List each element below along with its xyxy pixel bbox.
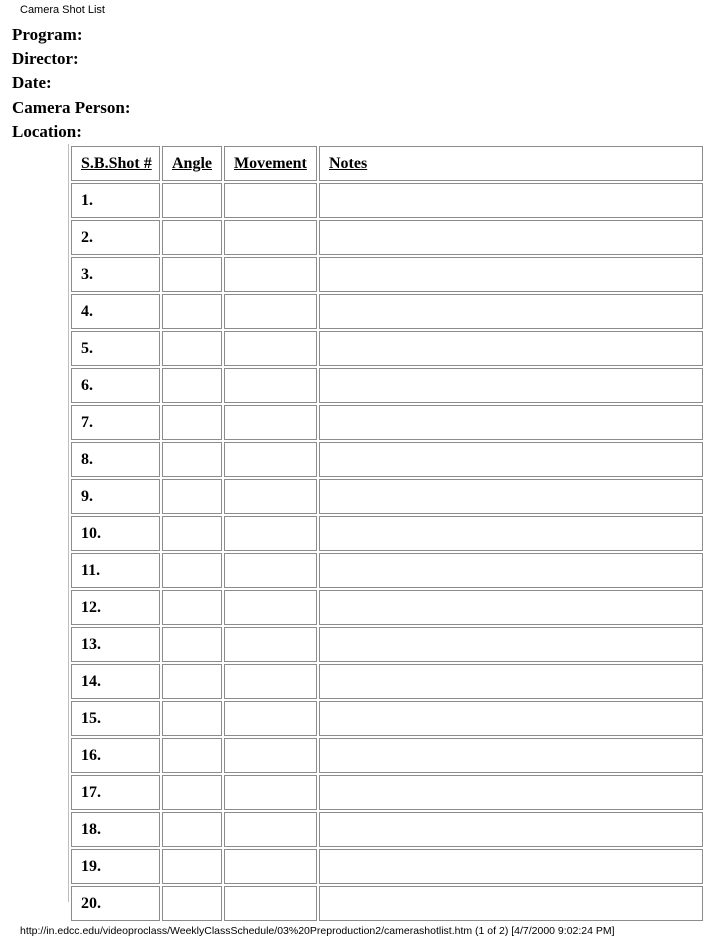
movement-cell[interactable] <box>224 405 317 440</box>
movement-cell[interactable] <box>224 516 317 551</box>
notes-cell[interactable] <box>319 812 703 847</box>
notes-cell[interactable] <box>319 183 703 218</box>
table-header-row <box>71 146 703 181</box>
angle-cell[interactable] <box>162 849 222 884</box>
angle-cell[interactable] <box>162 405 222 440</box>
table-row <box>71 664 703 699</box>
shot-number-cell: 9. <box>71 479 160 514</box>
movement-cell[interactable] <box>224 886 317 921</box>
shot-number-cell: 19. <box>71 849 160 884</box>
director-label: Director: <box>12 49 79 69</box>
table-row <box>71 220 703 255</box>
notes-cell[interactable] <box>319 738 703 773</box>
shot-rows <box>71 183 703 921</box>
table-row <box>71 627 703 662</box>
angle-cell[interactable] <box>162 775 222 810</box>
movement-cell[interactable] <box>224 294 317 329</box>
notes-cell[interactable] <box>319 479 703 514</box>
movement-cell[interactable] <box>224 220 317 255</box>
angle-cell[interactable] <box>162 664 222 699</box>
table-row <box>71 331 703 366</box>
angle-cell[interactable] <box>162 553 222 588</box>
notes-cell[interactable] <box>319 405 703 440</box>
angle-cell[interactable] <box>162 701 222 736</box>
table-row <box>71 479 703 514</box>
header-movement: Movement <box>224 146 317 181</box>
header-fields <box>12 23 131 144</box>
shot-number-cell: 20. <box>71 886 160 921</box>
table-row <box>71 701 703 736</box>
angle-cell[interactable] <box>162 812 222 847</box>
angle-cell[interactable] <box>162 886 222 921</box>
shot-table-frame <box>68 144 703 912</box>
shot-number-cell: 15. <box>71 701 160 736</box>
movement-cell[interactable] <box>224 849 317 884</box>
shot-number-cell: 6. <box>71 368 160 403</box>
notes-cell[interactable] <box>319 516 703 551</box>
angle-cell[interactable] <box>162 738 222 773</box>
shot-number-cell: 12. <box>71 590 160 625</box>
angle-cell[interactable] <box>162 442 222 477</box>
movement-cell[interactable] <box>224 738 317 773</box>
angle-cell[interactable] <box>162 220 222 255</box>
table-row <box>71 257 703 292</box>
table-row <box>71 516 703 551</box>
angle-cell[interactable] <box>162 590 222 625</box>
shot-number-cell: 4. <box>71 294 160 329</box>
date-label: Date: <box>12 73 52 93</box>
header-notes: Notes <box>319 146 703 181</box>
table-row <box>71 405 703 440</box>
movement-cell[interactable] <box>224 590 317 625</box>
movement-cell[interactable] <box>224 183 317 218</box>
shot-number-cell: 14. <box>71 664 160 699</box>
shot-number-cell: 7. <box>71 405 160 440</box>
shot-number-cell: 10. <box>71 516 160 551</box>
table-row <box>71 294 703 329</box>
table-row <box>71 775 703 810</box>
location-label: Location: <box>12 121 82 141</box>
movement-cell[interactable] <box>224 257 317 292</box>
movement-cell[interactable] <box>224 331 317 366</box>
shot-number-cell: 18. <box>71 812 160 847</box>
movement-cell[interactable] <box>224 442 317 477</box>
movement-cell[interactable] <box>224 775 317 810</box>
notes-cell[interactable] <box>319 775 703 810</box>
notes-cell[interactable] <box>319 442 703 477</box>
movement-cell[interactable] <box>224 701 317 736</box>
table-row <box>71 442 703 477</box>
angle-cell[interactable] <box>162 331 222 366</box>
angle-cell[interactable] <box>162 516 222 551</box>
program-label: Program: <box>12 25 83 44</box>
page-header: Camera Shot List <box>20 4 105 16</box>
notes-cell[interactable] <box>319 590 703 625</box>
header-angle: Angle <box>162 146 222 181</box>
movement-cell[interactable] <box>224 627 317 662</box>
movement-cell[interactable] <box>224 812 317 847</box>
table-row <box>71 738 703 773</box>
notes-cell[interactable] <box>319 331 703 366</box>
shot-table <box>69 144 705 923</box>
table-row <box>71 886 703 921</box>
camera-person-label: Camera Person: <box>12 97 131 117</box>
notes-cell[interactable] <box>319 294 703 329</box>
table-row <box>71 368 703 403</box>
movement-cell[interactable] <box>224 664 317 699</box>
movement-cell[interactable] <box>224 368 317 403</box>
angle-cell[interactable] <box>162 627 222 662</box>
notes-cell[interactable] <box>319 257 703 292</box>
notes-cell[interactable] <box>319 553 703 588</box>
header-shot-number: S.B.Shot # <box>71 146 160 181</box>
angle-cell[interactable] <box>162 294 222 329</box>
shot-number-cell: 5. <box>71 331 160 366</box>
shot-number-cell: 16. <box>71 738 160 773</box>
shot-number-cell: 2. <box>71 220 160 255</box>
shot-number-cell: 17. <box>71 775 160 810</box>
page-footer: http://in.edcc.edu/videoproclass/WeeklyClassSchedule/03%20Preproduction2/camerashotlist.htm (1 of 2) [4/7/2000 9:02:24 PM] <box>20 925 615 937</box>
table-row <box>71 183 703 218</box>
notes-cell[interactable] <box>319 886 703 921</box>
shot-number-cell: 1. <box>71 183 160 218</box>
angle-cell[interactable] <box>162 183 222 218</box>
notes-cell[interactable] <box>319 849 703 884</box>
notes-cell[interactable] <box>319 627 703 662</box>
table-row <box>71 849 703 884</box>
table-row <box>71 812 703 847</box>
shot-number-cell: 3. <box>71 257 160 292</box>
angle-cell[interactable] <box>162 257 222 292</box>
shot-number-cell: 13. <box>71 627 160 662</box>
movement-cell[interactable] <box>224 479 317 514</box>
notes-cell[interactable] <box>319 220 703 255</box>
notes-cell[interactable] <box>319 701 703 736</box>
shot-number-cell: 8. <box>71 442 160 477</box>
movement-cell[interactable] <box>224 553 317 588</box>
angle-cell[interactable] <box>162 479 222 514</box>
table-row <box>71 553 703 588</box>
table-row <box>71 590 703 625</box>
notes-cell[interactable] <box>319 368 703 403</box>
angle-cell[interactable] <box>162 368 222 403</box>
shot-number-cell: 11. <box>71 553 160 588</box>
notes-cell[interactable] <box>319 664 703 699</box>
